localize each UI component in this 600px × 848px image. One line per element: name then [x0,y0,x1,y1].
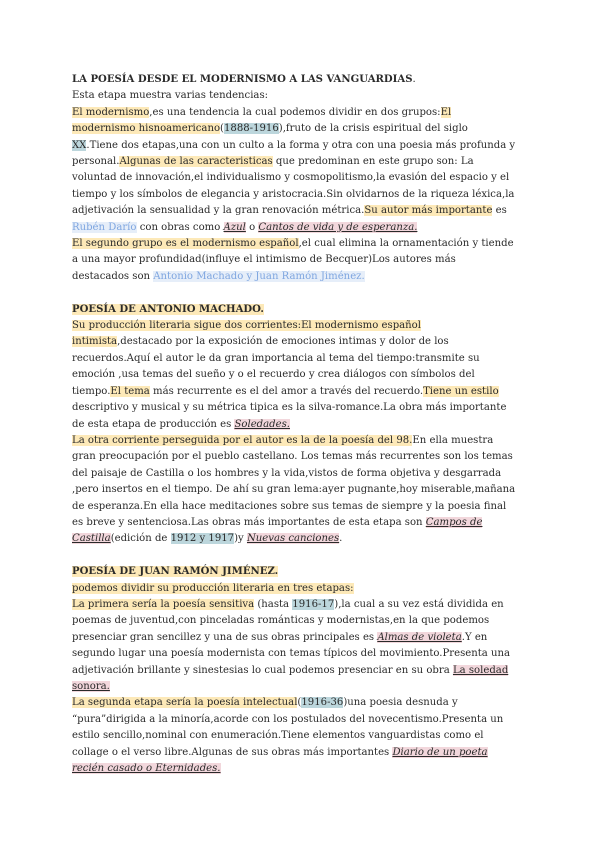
highlight: El segundo grupo es el modernismo español [72,238,299,250]
highlight: El modernismo [72,106,150,118]
highlight: Su autor más importante [364,205,493,217]
date-highlight: 1916-17 [292,598,335,610]
section-heading-machado: POESÍA DE ANTONIO MACHADO. [72,303,264,315]
section-heading-jimenez: POESÍA DE JUAN RAMÓN JIMÉNEZ. [72,566,279,578]
author-name: Antonio Machado y Juan Ramón Jiménez. [153,270,365,282]
work-title: Almas de violeta [377,631,462,643]
paragraph-jimenez-2: La segunda etapa sería la poesía intelectual(1916-36)una poesia desnuda y “pura”dirigida a la minoría,acorde con los postulados del novecentismo.Presenta un estilo sencillo,nominal con enumeración.Tiene elementos vanguardistas como el collage o el verso libre.Algunas de sus obras más importantes Diario de un poeta recién casado o Eternidades. [72,697,504,775]
paragraph-modernismo: El modernismo,es una tendencia la cual podemos dividir en dos grupos:El modernismo hisnoamericano(1888-1916),fruto de la crisis espiritual del siglo XX.Tiene dos etapas,una con un culto a la forma y otra con una poesia más profunda y personal.Algunas de las caracteristicas que predominan en este grupo son: La voluntad de innovación,el individualismo y cosmopolitismo,la evasión del espacio y el tiempo y los símbolos de elegancia y aristocracia.Sin olvidarnos de la riqueza léxica,la adjetivación la sensualidad y la gran renovación métrica.Su autor más importante es Rubén Darío con obras como Azul o Cantos de vida y de esperanza. [72,106,516,233]
highlight: El modernismo español intimista [72,320,421,348]
work-title: La soledad sonora. [72,664,509,692]
document-title: LA POESÍA DESDE EL MODERNISMO A LAS VANGUARDIAS. [72,74,416,85]
author-name: Rubén Darío [72,221,137,233]
work-title: Campos de Castilla [72,516,483,545]
paragraph-machado-2: La otra corriente perseguida por el autor es la de la poesía del 98.En ella muestra gran preocupación por el pueblo castellano. Los temas más recurrentes son los temas del paisaje de Castilla o los hombres y la vida,vistos de forma objetiva y desgarrada ,pero insertos en el tiempo. De ahí su gran lema:ayer pugnante,hoy miserable,mañana de esperanza.En ella hace meditaciones sobre sus temas de siempre y la poesia final es breve y sentenciosa.Las obras más importantes de esta etapa son Campos de Castilla(edición de 1912 y 1917)y Nuevas canciones. [72,434,516,545]
intro-line: Esta etapa muestra varias tendencias: [72,90,269,102]
highlight: Tiene un estilo [423,385,499,397]
highlight: Su producción literaria sigue dos corrientes: [72,320,302,332]
highlight: Algunas de las caracteristicas [119,156,273,168]
date-highlight: 1888-1916 [223,123,279,135]
highlight: La otra corriente perseguida por el autor es la de la poesía del 98. [72,434,413,446]
highlight: La primera sería la poesía sensitiva [72,598,255,610]
date-highlight: 1912 y 1917 [170,533,235,545]
highlight: La segunda etapa sería la poesía intelectual [72,697,298,709]
work-title: Soledades. [234,418,290,430]
work-title: Diario de un poeta recién casado o Eternidades. [72,746,488,775]
paragraph-jimenez-1: La primera sería la poesía sensitiva (hasta 1916-17),la cual a su vez está dividida en poemas de juventud,con pinceladas románticas y modernistas,en la que podemos presenciar gran sencillez y una de sus obras principales es Almas de violeta.Y en segundo lugar una poesía modernista con temas típicos del movimiento.Presenta una adjetivación brillante y sinestesias lo cual podemos presenciar en su obra La soledad sonora. [72,598,511,692]
date-highlight: 1916-36 [301,697,344,709]
work-title: Azul [223,221,246,233]
highlight: El modernismo hisnoamericano [72,106,452,135]
paragraph-jimenez-intro [72,581,516,597]
work-title: Cantos de vida y de esperanza. [258,221,418,233]
date-highlight: XX [72,139,87,151]
work-title: Nuevas canciones [246,533,340,545]
paragraph-modernismo-espanol: El segundo grupo es el modernismo español,el cual elimina la ornamentación y tiende a una mayor profundidad(influye el intimismo de Becquer)Los autores más destacados son Antonio Machado y Juan Ramón Jiménez. [72,238,514,282]
paragraph-machado-1: Su producción literaria sigue dos corrientes:El modernismo español intimista,destacado por la exposición de emociones intimas y dolor de los recuerdos.Aquí el autor le da gran importancia al tema del tiempo:transmite su emoción ,usa temas del sueño y o el recuerdo y crea diálogos con símbolos del tiempo.El tema más recurrente es el del amor a través del recuerdo.Tiene un estilo descriptivo y musical y su métrica tipica es la silva-romance.La obra más importante de esta etapa de producción es Soledades. [72,320,507,430]
highlight: podemos dividir su producción literaria en tres etapas: [72,582,354,594]
highlight: El tema [110,385,150,397]
